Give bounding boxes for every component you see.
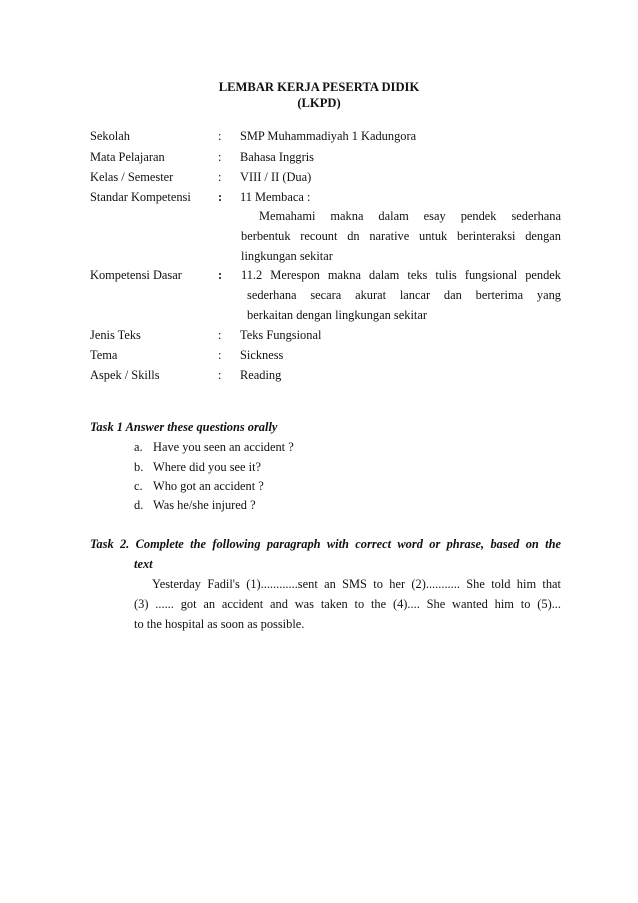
question-letter: c. xyxy=(134,479,143,493)
task-2-paragraph-line-2: (3) ...... got an accident and was taken to the (4).... She wanted him to (5)... xyxy=(134,597,561,611)
standar-line-3: lingkungan sekitar xyxy=(241,249,333,263)
task-2-paragraph-line-1: Yesterday Fadil's (1)............sent an SMS to her (2)........... She told him that xyxy=(152,577,561,591)
info-colon: : xyxy=(218,170,222,184)
kompetensi-line-3: berkaitan dengan lingkungan sekitar xyxy=(247,308,427,322)
info-label: Aspek / Skills xyxy=(90,368,160,382)
info-label: Mata Pelajaran xyxy=(90,150,165,164)
question-letter: a. xyxy=(134,440,143,454)
standar-line-1: Memahami makna dalam esay pendek sederhana xyxy=(259,209,561,223)
info-colon: : xyxy=(218,190,223,204)
kompetensi-line-1: 11.2 Merespon makna dalam teks tulis fungsional pendek xyxy=(241,268,561,282)
info-value: Sickness xyxy=(240,348,284,362)
info-label: Kompetensi Dasar xyxy=(90,268,182,282)
info-value: 11 Membaca : xyxy=(240,190,311,204)
task-2-heading-continued: text xyxy=(134,557,153,571)
info-label: Sekolah xyxy=(90,129,130,143)
info-colon: : xyxy=(218,150,222,164)
question-text: Have you seen an accident ? xyxy=(153,440,294,454)
question-text: Where did you see it? xyxy=(153,460,262,474)
info-colon: : xyxy=(218,348,222,362)
task-1-question xyxy=(134,496,256,514)
question-text: Who got an accident ? xyxy=(153,479,264,493)
info-row-tema xyxy=(90,346,570,364)
info-row-sekolah xyxy=(90,127,570,145)
info-row-aspek xyxy=(90,366,570,384)
task-1-question xyxy=(134,477,264,495)
task-2-paragraph-line-3: to the hospital as soon as possible. xyxy=(134,617,305,631)
info-row-kelas xyxy=(90,168,570,186)
task-1-question xyxy=(134,458,261,476)
info-value: Reading xyxy=(240,368,282,382)
task-1-question xyxy=(134,438,294,456)
info-label: Kelas / Semester xyxy=(90,170,174,184)
question-text: Was he/she injured ? xyxy=(153,498,256,512)
info-colon: : xyxy=(218,129,222,143)
info-value: Bahasa Inggris xyxy=(240,150,314,164)
question-letter: b. xyxy=(134,460,144,474)
task-1-heading: Task 1 Answer these questions orally xyxy=(90,420,278,434)
standar-line-2: berbentuk recount dn narative untuk berinteraksi dengan xyxy=(241,229,561,243)
task-2-heading: Task 2. Complete the following paragraph with correct word or phrase, based on the xyxy=(90,537,561,551)
page-subtitle: (LKPD) xyxy=(297,96,341,110)
question-letter: d. xyxy=(134,498,144,512)
info-row-mata-pelajaran xyxy=(90,148,570,166)
info-colon: : xyxy=(218,328,222,342)
info-label: Jenis Teks xyxy=(90,328,141,342)
info-label: Tema xyxy=(90,348,118,362)
info-value: Teks Fungsional xyxy=(240,328,322,342)
info-row-standar-kompetensi xyxy=(90,188,570,206)
info-value: SMP Muhammadiyah 1 Kadungora xyxy=(240,129,417,143)
page-title: LEMBAR KERJA PESERTA DIDIK xyxy=(218,80,420,94)
info-row-jenis-teks xyxy=(90,326,570,344)
info-value: VIII / II (Dua) xyxy=(240,170,312,184)
info-colon: : xyxy=(218,368,222,382)
kompetensi-line-2: sederhana secara akurat lancar dan berterima yang xyxy=(247,288,561,302)
info-label: Standar Kompetensi xyxy=(90,190,191,204)
info-colon: : xyxy=(218,268,223,282)
